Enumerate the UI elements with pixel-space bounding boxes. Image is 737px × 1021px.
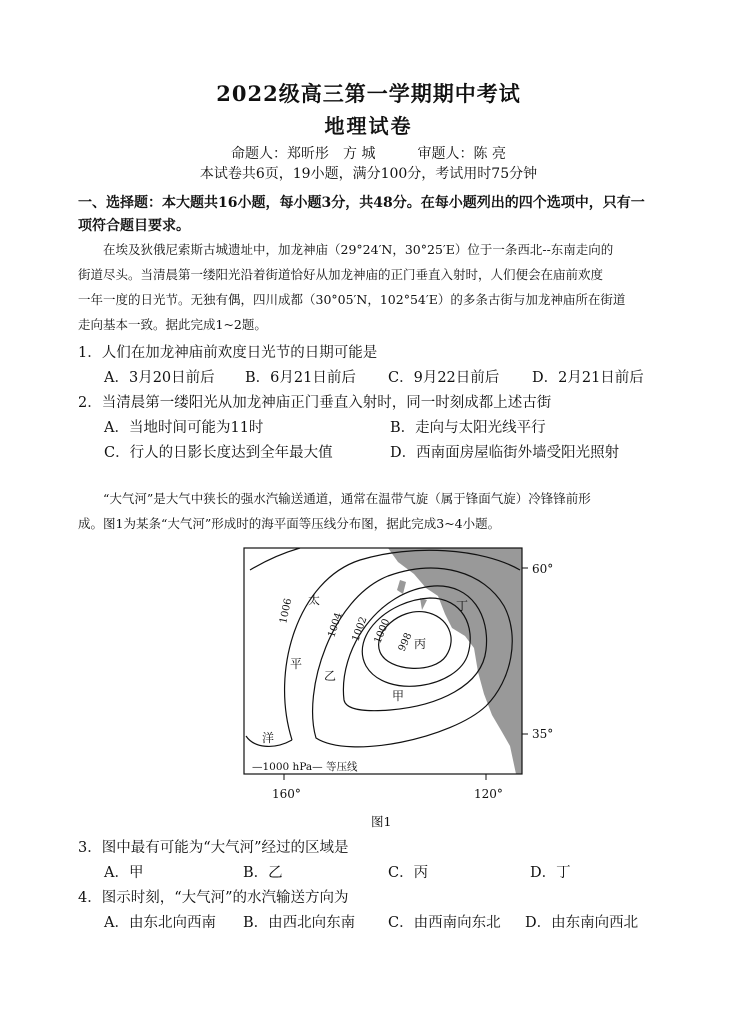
q4-option-b[interactable]: B．由西北向东南 [243, 915, 356, 931]
label-tai: 太 [308, 593, 321, 607]
passage-line: 走向基本一致。据此完成1~2题。 [78, 317, 267, 332]
label-jia: 甲 [392, 689, 405, 703]
label-ding: 丁 [456, 599, 469, 613]
question-3-stem: 3．图中最有可能为“大气河”经过的区域是 [78, 840, 349, 856]
q2-option-a[interactable]: A．当地时间可能为11时 [104, 420, 264, 436]
label-ping: 平 [290, 657, 303, 671]
island [420, 598, 427, 610]
lon-label-120: 120° [474, 787, 503, 801]
question-1-stem: 1．人们在加龙神庙前欢度日光节的日期可能是 [78, 345, 378, 361]
question-2-stem: 2．当清晨第一缕阳光从加龙神庙正门垂直入射时，同一时刻成都上述古街 [78, 395, 552, 411]
q3-option-c[interactable]: C．丙 [388, 865, 429, 881]
passage-line: 街道尽头。当清晨第一缕阳光沿着街道恰好从加龙神庙的正门垂直入射时，人们便会在庙前欢度 [78, 267, 604, 282]
section-heading-line2: 项符合题目要求。 [78, 218, 190, 234]
label-bing: 丙 [414, 637, 427, 651]
q3-option-a[interactable]: A．甲 [104, 865, 144, 881]
lat-label-35: 35° [532, 727, 554, 741]
isobar-label-998: 998 [396, 631, 415, 654]
passage-1 [78, 237, 668, 337]
exam-title: 2022级高三第一学期期中考试 [216, 81, 521, 106]
figure-caption: 图1 [371, 814, 392, 829]
isobar-label-1000: 1000 [372, 617, 393, 646]
passage-line: 成。图1为某条“大气河”形成时的海平面等压线分布图，据此完成3~4小题。 [78, 516, 501, 531]
q4-option-d[interactable]: D．由东南向西北 [525, 915, 639, 931]
exam-subject: 地理试卷 [324, 114, 413, 138]
island [397, 580, 406, 594]
legend: —1000 hPa— 等压线 [252, 761, 358, 773]
q3-option-b[interactable]: B．乙 [243, 865, 283, 881]
isobar-label-1002: 1002 [350, 615, 370, 644]
lat-label-60: 60° [532, 562, 554, 576]
passage-2 [78, 486, 668, 536]
question-4-stem: 4．图示时刻，“大气河”的水汽输送方向为 [78, 890, 349, 906]
passage-line: “大气河”是大气中狭长的强水汽输送通道，通常在温带气旋（属于锋面气旋）冷锋锋前形 [78, 491, 591, 506]
q1-option-c[interactable]: C．9月22日前后 [388, 370, 500, 386]
label-yi: 乙 [324, 669, 337, 683]
land-area [388, 548, 522, 774]
section-heading [78, 192, 668, 238]
section-heading-line1: 一、选择题：本大题共16小题，每小题3分，共48分。在每小题列出的四个选项中，只有一 [78, 195, 645, 211]
q3-option-d[interactable]: D．丁 [530, 865, 571, 881]
lon-label-160: 160° [272, 787, 301, 801]
isobar-outer [250, 548, 300, 570]
q1-option-a[interactable]: A．3月20日前后 [104, 370, 215, 386]
passage-line: 在埃及狄俄尼索斯古城遗址中，加龙神庙（29°24′N，30°25′E）位于一条西北--东南走向的 [78, 242, 614, 257]
q1-option-d[interactable]: D．2月21日前后 [532, 370, 644, 386]
isobar-label-1004: 1004 [326, 611, 345, 639]
q1-option-b[interactable]: B．6月21日前后 [245, 370, 356, 386]
isobar-map [220, 540, 560, 810]
isobar-label-1006: 1006 [278, 597, 295, 625]
passage-line: 一年一度的日光节。无独有偶，四川成都（30°05′N，102°54′E）的多条古街与加龙神庙所在街道 [78, 292, 626, 307]
q2-option-c[interactable]: C．行人的日影长度达到全年最大值 [104, 445, 333, 461]
exam-authors: 命题人：郑昕彤 方 城 审题人：陈 亮 [231, 146, 506, 162]
q4-option-a[interactable]: A．由东北向西南 [104, 915, 216, 931]
label-yang: 洋 [262, 731, 275, 745]
exam-info: 本试卷共6页，19小题，满分100分，考试用时75分钟 [199, 166, 538, 182]
q4-option-c[interactable]: C．由西南向东北 [388, 915, 501, 931]
q2-option-b[interactable]: B．走向与太阳光线平行 [390, 420, 546, 436]
q2-option-d[interactable]: D．西南面房屋临街外墙受阳光照射 [390, 445, 620, 461]
